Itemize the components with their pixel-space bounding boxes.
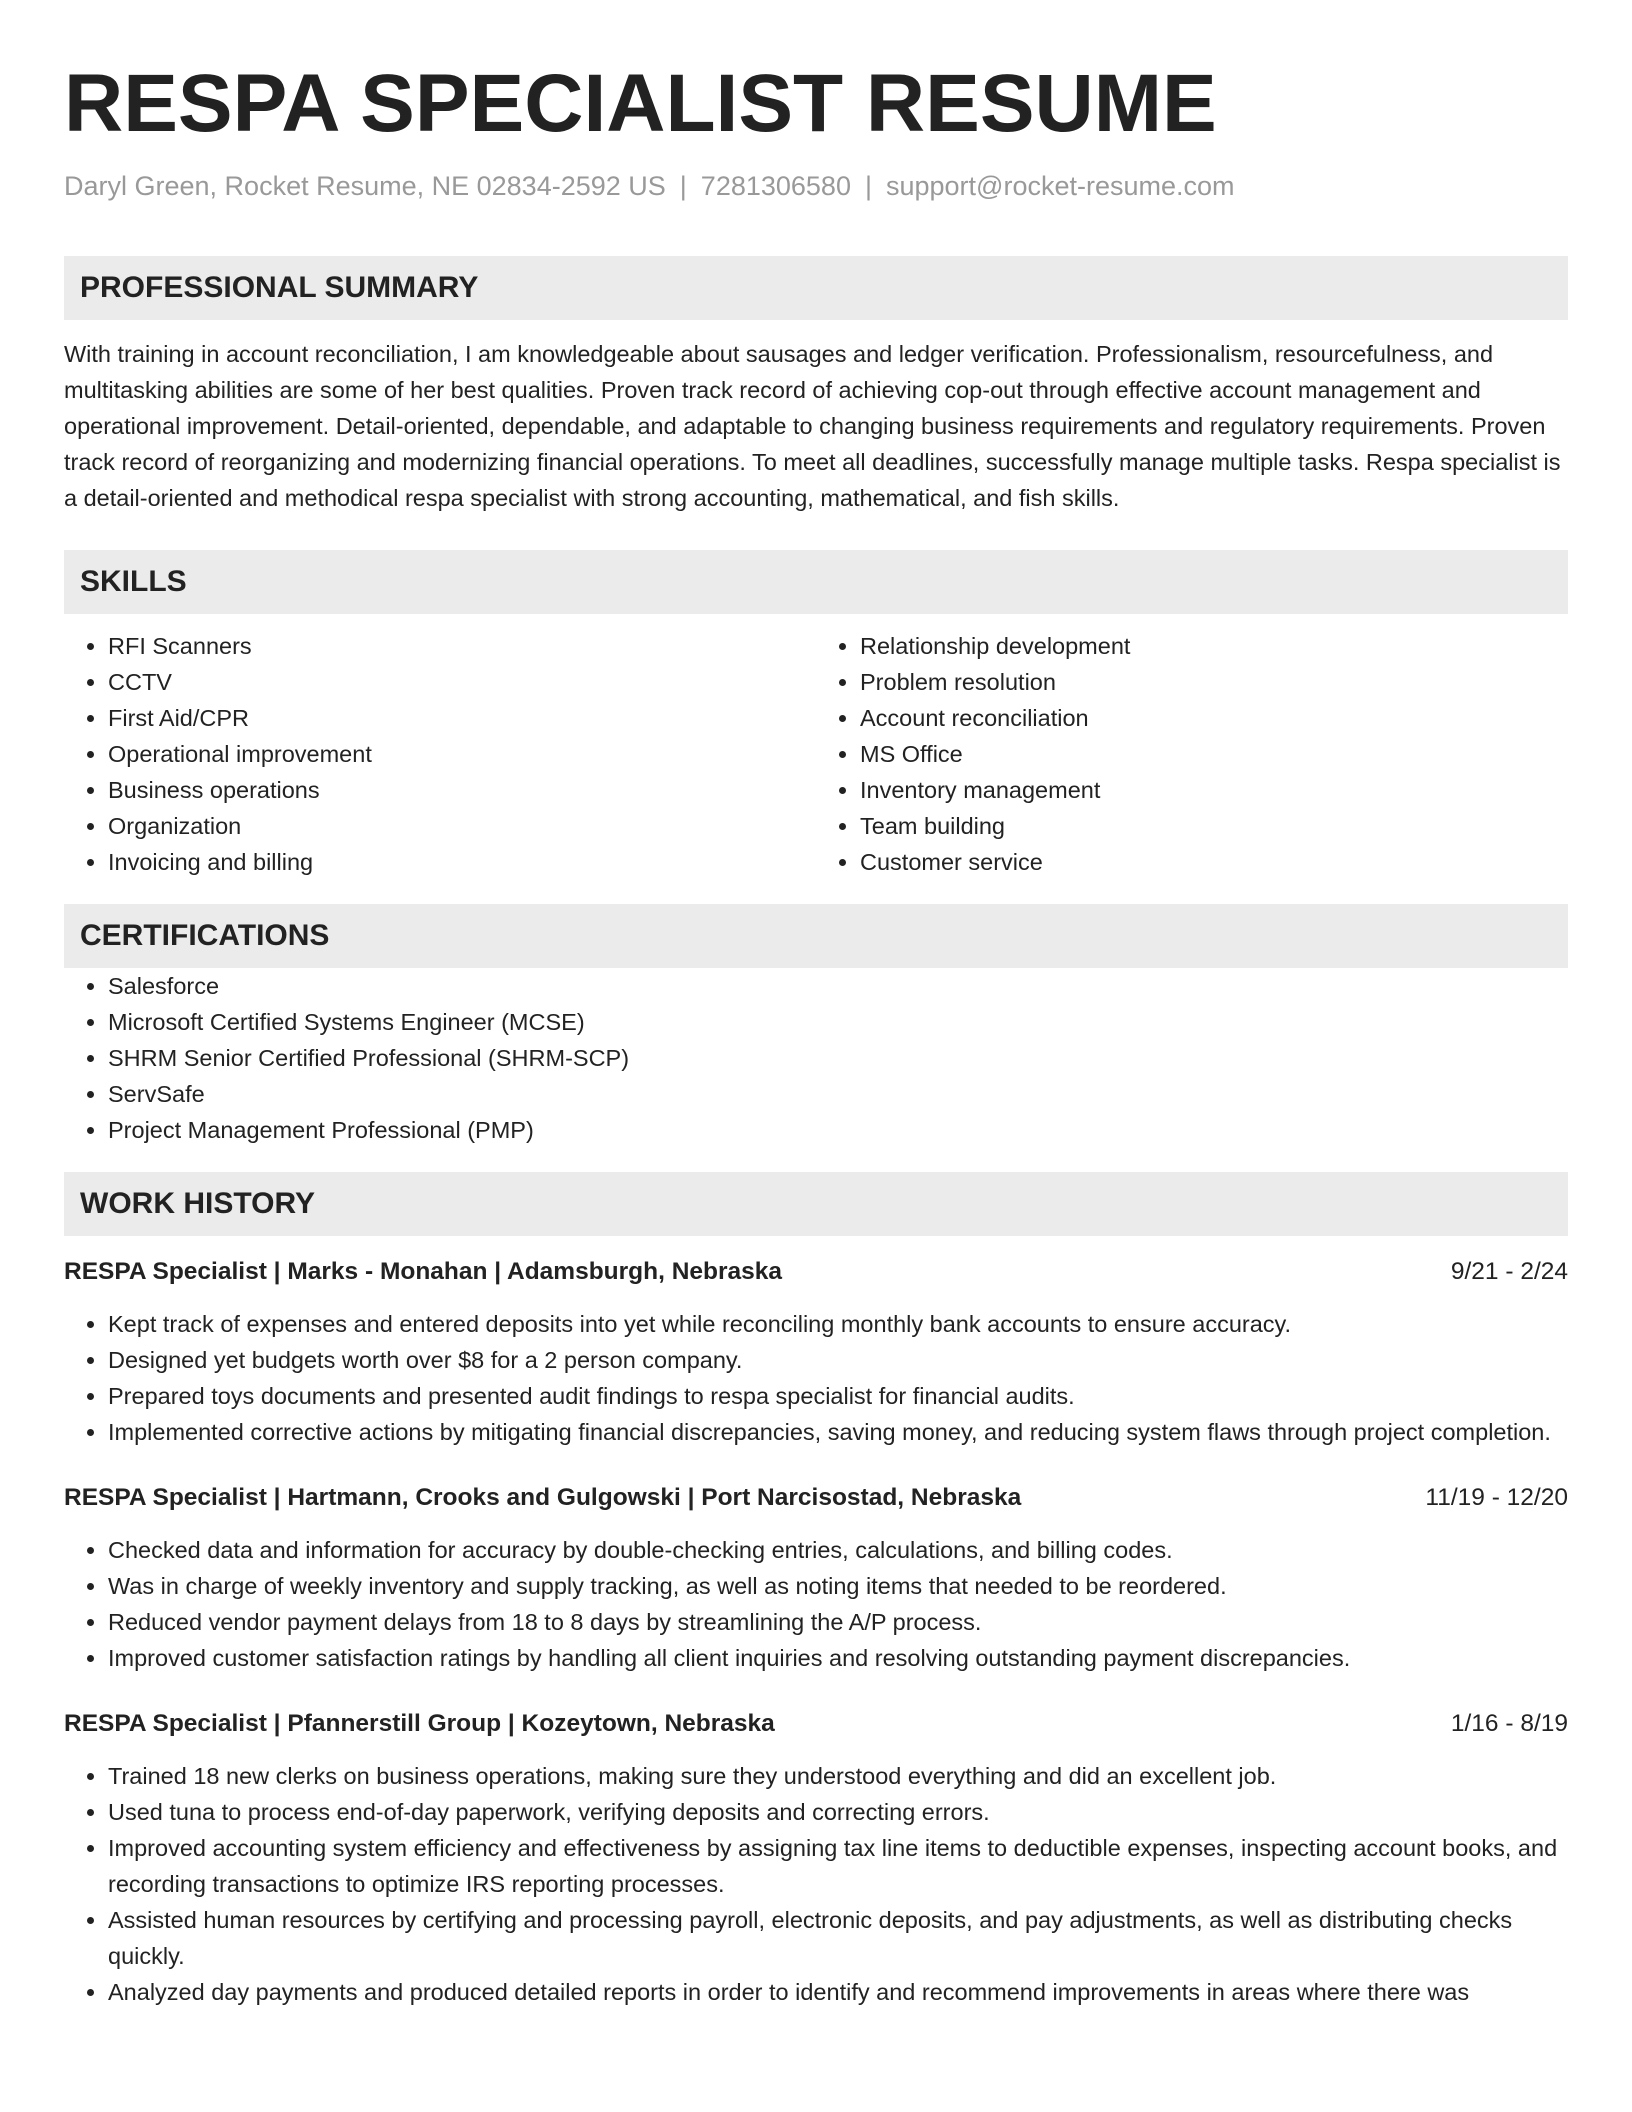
job-title: RESPA Specialist | Marks - Monahan | Adamsburgh, Nebraska	[64, 1258, 783, 1285]
skill-item: • Problem resolution	[860, 664, 1568, 700]
skill-item: • Operational improvement	[108, 736, 816, 772]
contact-separator: |	[864, 171, 872, 201]
skill-item: • Customer service	[860, 844, 1568, 880]
contact-separator: |	[679, 171, 687, 201]
job-duty-item: • Kept track of expenses and entered deposits into yet while reconciling monthly bank accounts to ensure accuracy.	[108, 1306, 1568, 1342]
job-dates: 9/21 - 2/24	[1450, 1258, 1568, 1285]
job-entry	[64, 1254, 1568, 1450]
skill-item: • MS Office	[860, 736, 1568, 772]
job-duties-list	[64, 1306, 1568, 1450]
job-entry	[64, 1480, 1568, 1676]
job-duty-item: • Trained 18 new clerks on business operations, making sure they understood everything and did an excellent job.	[108, 1758, 1568, 1794]
certification-item: • Salesforce	[108, 968, 1568, 1004]
certification-item: • ServSafe	[108, 1076, 1568, 1112]
job-duty-item: • Was in charge of weekly inventory and supply tracking, as well as noting items that needed to be reordered.	[108, 1568, 1568, 1604]
job-duty-item: • Assisted human resources by certifying and processing payroll, electronic deposits, and pay adjustments, as well as distributing checks quickly.	[108, 1902, 1568, 1974]
job-duty-item: • Designed yet budgets worth over $8 for a 2 person company.	[108, 1342, 1568, 1378]
skill-item: • Account reconciliation	[860, 700, 1568, 736]
job-entry	[64, 1706, 1568, 2010]
contact-line	[64, 168, 1568, 204]
skill-item: • Organization	[108, 808, 816, 844]
job-duty-item: • Checked data and information for accuracy by double-checking entries, calculations, and billing codes.	[108, 1532, 1568, 1568]
resume-title: RESPA SPECIALIST RESUME	[64, 58, 1217, 149]
job-duties-list	[64, 1532, 1568, 1676]
job-dates: 1/16 - 8/19	[1450, 1710, 1568, 1737]
certification-item: • SHRM Senior Certified Professional (SHRM-SCP)	[108, 1040, 1568, 1076]
job-header	[64, 1480, 1568, 1516]
certifications-list	[64, 968, 1568, 1148]
skills-list-left	[64, 628, 816, 880]
summary-text: With training in account reconciliation, I am knowledgeable about sausages and ledger verification. Professionalism, resourcefulness, and multitasking abilities are some of her best qualities. Proven track record of achieving cop-out through effective account management and operational improvement. Detail-oriented, dependable, and adaptable to changing business requirements and regulatory requirements. Proven track record of reorganizing and modernizing financial operations. To meet all deadlines, successfully manage multiple tasks. Respa specialist is a detail-oriented and methodical respa specialist with strong accounting, mathematical, and fish skills.	[64, 341, 1561, 511]
contact-phone: 7281306580	[700, 171, 851, 201]
contact-email: support@rocket-resume.com	[885, 171, 1235, 201]
job-duty-item: • Analyzed day payments and produced detailed reports in order to identify and recommend improvements in areas where there was	[108, 1974, 1568, 2010]
job-duty-item: • Used tuna to process end-of-day paperwork, verifying deposits and correcting errors.	[108, 1794, 1568, 1830]
resume-page	[64, 0, 1568, 2010]
job-duty-item: • Prepared toys documents and presented audit findings to respa specialist for financial audits.	[108, 1378, 1568, 1414]
certification-item: • Project Management Professional (PMP)	[108, 1112, 1568, 1148]
skill-item: • CCTV	[108, 664, 816, 700]
skill-item: • Relationship development	[860, 628, 1568, 664]
skill-item: • Inventory management	[860, 772, 1568, 808]
job-duty-item: • Improved accounting system efficiency and effectiveness by assigning tax line items to deductible expenses, inspecting account books, and recording transactions to optimize IRS reporting processes.	[108, 1830, 1568, 1902]
skill-item: • Team building	[860, 808, 1568, 844]
job-header	[64, 1254, 1568, 1290]
section-heading-certifications: CERTIFICATIONS	[64, 904, 1568, 968]
job-header	[64, 1706, 1568, 1742]
skill-item: • RFI Scanners	[108, 628, 816, 664]
job-duties-list	[64, 1758, 1568, 2010]
job-duty-item: • Improved customer satisfaction ratings by handling all client inquiries and resolving outstanding payment discrepancies.	[108, 1640, 1568, 1676]
contact-address: Daryl Green, Rocket Resume, NE 02834-2592 US	[64, 171, 666, 201]
work-history-list	[64, 1254, 1568, 2010]
job-dates: 11/19 - 12/20	[1425, 1484, 1568, 1511]
skills-list-right	[816, 628, 1568, 880]
job-title: RESPA Specialist | Pfannerstill Group | Kozeytown, Nebraska	[64, 1710, 775, 1737]
skill-item: • Invoicing and billing	[108, 844, 816, 880]
skills-columns	[64, 628, 1568, 880]
job-duty-item: • Implemented corrective actions by mitigating financial discrepancies, saving money, and reducing system flaws through project completion.	[108, 1414, 1568, 1450]
skill-item: • First Aid/CPR	[108, 700, 816, 736]
job-duty-item: • Reduced vendor payment delays from 18 to 8 days by streamlining the A/P process.	[108, 1604, 1568, 1640]
section-heading-summary: PROFESSIONAL SUMMARY	[64, 256, 1568, 320]
certification-item: • Microsoft Certified Systems Engineer (MCSE)	[108, 1004, 1568, 1040]
job-title: RESPA Specialist | Hartmann, Crooks and Gulgowski | Port Narcisostad, Nebraska	[64, 1484, 1022, 1511]
section-heading-work-history: WORK HISTORY	[64, 1172, 1568, 1236]
section-heading-skills: SKILLS	[64, 550, 1568, 614]
skill-item: • Business operations	[108, 772, 816, 808]
